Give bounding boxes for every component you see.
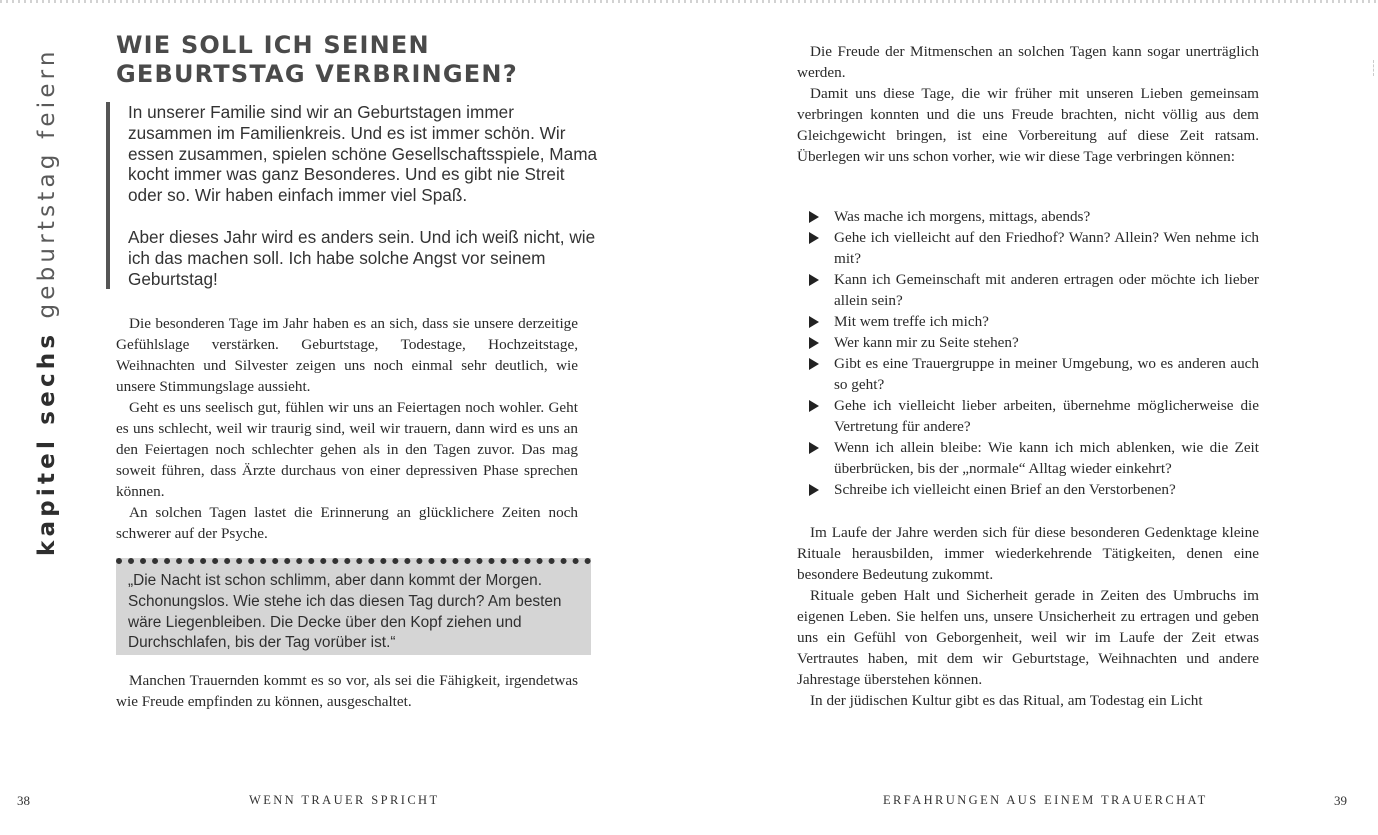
chapter-topic-label: geburtstag feiern	[34, 47, 60, 319]
chapter-number-label: kapitel sechs	[34, 330, 60, 556]
list-item-text: Gehe ich vielleicht lieber arbeiten, übernehme möglicherweise die Vertretung für andere?	[834, 397, 1259, 435]
left-body-text	[116, 313, 578, 544]
top-dotted-edge	[0, 0, 1378, 3]
triangle-bullet-icon	[809, 211, 819, 223]
intro-quote-paragraph: Aber dieses Jahr wird es anders sein. Und ich weiß nicht, wie ich das machen soll. Ich habe solche Angst vor seinem Geburtstag!	[128, 226, 596, 289]
triangle-bullet-icon	[809, 232, 819, 244]
body-paragraph: Geht es uns seelisch gut, fühlen wir uns an Feiertagen noch wohler. Geht es uns schlecht, weil wir traurig sind, weil wir trauern, dann wird es uns an den Feiertagen noch schlechter gehen als in den Tagen zuvor. Das mag soweit führen, dass Ärzte durchaus von einer depressiven Phase sprechen können.	[116, 399, 578, 500]
right-running-title: ERFAHRUNGEN AUS EINEM TRAUERCHAT	[883, 793, 1208, 807]
body-paragraph: An solchen Tagen lastet die Erinnerung an glücklichere Zeiten noch schwerer auf der Psyche.	[116, 504, 578, 542]
body-paragraph: Manchen Trauernden kommt es so vor, als sei die Fähigkeit, irgendetwas wie Freude empfinden zu können, ausgeschaltet.	[116, 672, 578, 710]
list-item	[807, 353, 1259, 395]
body-paragraph: Die besonderen Tage im Jahr haben es an sich, dass sie unsere derzeitige Gefühlslage verstärken. Geburtstage, Todestage, Hochzeitstage, Weihnachten und Silvester zeigen uns noch einmal sehr deutlich, wie unsere Stimmungslage aussieht.	[116, 315, 578, 395]
right-body-text	[797, 41, 1259, 167]
left-page-number: 38	[17, 793, 30, 808]
question-list	[807, 206, 1259, 500]
left-body-text-end	[116, 670, 578, 712]
list-item-text: Was mache ich morgens, mittags, abends?	[834, 208, 1091, 225]
body-paragraph: Damit uns diese Tage, die wir früher mit unseren Lieben gemeinsam verbringen konnten und die uns Freude brachten, nicht völlig aus dem Gleichgewicht bringen, ist eine Vorbereitung auf diese Zeit ratsam. Überlegen wir uns schon vorher, wie wir diese Tage verbringen können:	[797, 85, 1259, 165]
list-item	[807, 269, 1259, 311]
body-paragraph: In der jüdischen Kultur gibt es das Ritual, am Todestag ein Licht	[810, 692, 1203, 709]
triangle-bullet-icon	[809, 442, 819, 454]
list-item-text: Schreibe ich vielleicht einen Brief an den Verstorbenen?	[834, 481, 1176, 498]
triangle-bullet-icon	[809, 484, 819, 496]
list-item-text: Kann ich Gemeinschaft mit anderen ertragen oder möchte ich lieber allein sein?	[834, 271, 1259, 309]
triangle-bullet-icon	[809, 400, 819, 412]
body-paragraph: Die Freude der Mitmenschen an solchen Tagen kann sogar unerträglich werden.	[797, 43, 1259, 81]
list-item	[807, 479, 1259, 500]
list-item	[807, 227, 1259, 269]
body-paragraph: Rituale geben Halt und Sicherheit gerade in Zeiten des Umbruchs im eigenen Leben. Sie helfen uns, unsere Unsicherheit zu ertragen und geben uns ein Gefühl von Geborgenheit, weil wir im Laufe der Zeit etwas Vertrautes haben, mit dem wir Geburtstage, Weihnachten und andere Jahrestage überstehen können.	[797, 587, 1259, 688]
list-item	[807, 206, 1259, 227]
page-edge-mark	[1370, 60, 1374, 76]
list-item-text: Gehe ich vielleicht auf den Friedhof? Wann? Allein? Wen nehme ich mit?	[834, 229, 1259, 267]
list-item-text: Wenn ich allein bleibe: Wie kann ich mich ablenken, wie die Zeit überbrücken, bis der „normale“ Alltag wieder einkehrt?	[834, 439, 1259, 477]
list-item	[807, 437, 1259, 479]
list-item	[807, 395, 1259, 437]
left-running-title: WENN TRAUER SPRICHT	[249, 793, 440, 807]
list-item-text: Wer kann mir zu Seite stehen?	[834, 334, 1019, 351]
right-body-text-end	[797, 522, 1259, 711]
triangle-bullet-icon	[809, 358, 819, 370]
page-heading: WIE SOLL ICH SEINEN GEBURTSTAG VERBRINGEN?	[116, 31, 518, 88]
list-item	[807, 332, 1259, 353]
right-page-number: 39	[1334, 793, 1347, 808]
chapter-side-label	[34, 47, 60, 556]
list-item-text: Gibt es eine Trauergruppe in meiner Umgebung, wo es anderen auch so geht?	[834, 355, 1259, 393]
triangle-bullet-icon	[809, 316, 819, 328]
quote-callout: „Die Nacht ist schon schlimm, aber dann kommt der Morgen. Schonungslos. Wie stehe ich das diesen Tag durch? Am besten wäre Liegenbleiben. Die Decke über den Kopf ziehen und Durchschlafen, bis der Tag vorüber ist.“	[116, 558, 591, 655]
body-paragraph: Im Laufe der Jahre werden sich für diese besonderen Gedenktage kleine Rituale herausbilden, immer wiederkehrende Tätigkeiten, denen eine besondere Bedeutung zukommt.	[797, 524, 1259, 583]
list-item-text: Mit wem treffe ich mich?	[834, 313, 989, 330]
intro-quote-paragraph: In unserer Familie sind wir an Geburtstagen immer zusammen im Familienkreis. Und es ist immer schön. Wir essen zusammen, spielen schöne Gesellschaftsspiele, Mama kocht immer was ganz Besonderes. Und es gibt nie Streit oder so. Wir haben einfach immer viel Spaß.	[128, 102, 598, 206]
triangle-bullet-icon	[809, 337, 819, 349]
intro-quote	[106, 102, 598, 289]
list-item	[807, 311, 1259, 332]
triangle-bullet-icon	[809, 274, 819, 286]
